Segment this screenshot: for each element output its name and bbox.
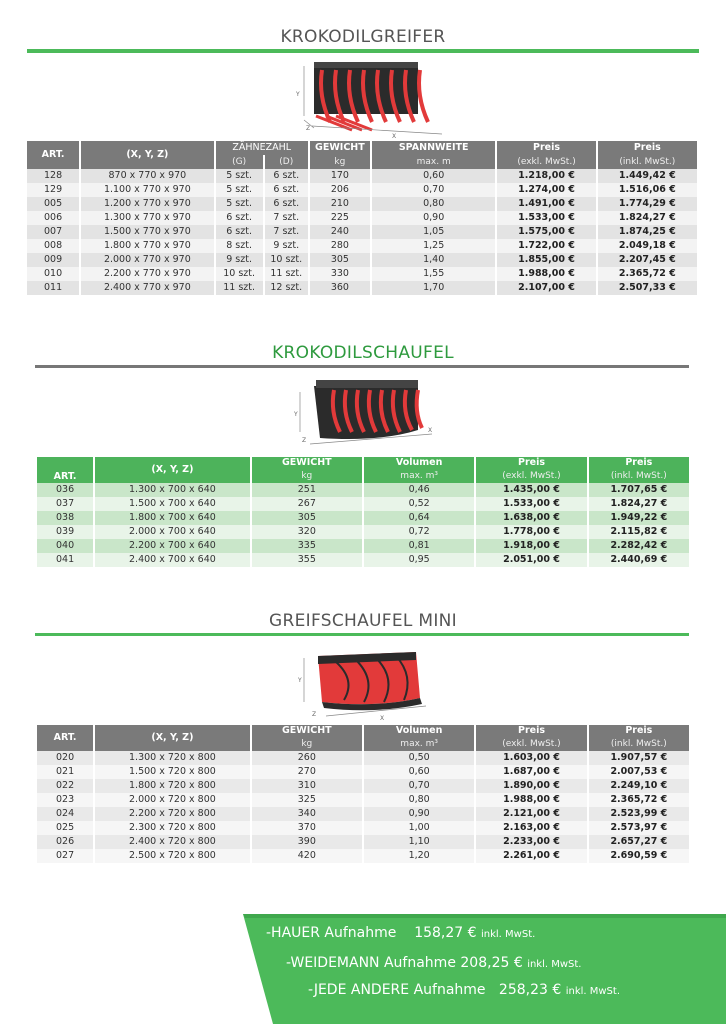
table-cell: 260 — [252, 751, 362, 765]
table-cell: 1,25 — [372, 239, 495, 253]
dim-x-label: X — [428, 427, 433, 434]
table-cell: 0,72 — [364, 525, 474, 539]
table-cell: 2.115,82 € — [589, 525, 689, 539]
table-cell: 12 szt. — [265, 281, 308, 295]
table-cell: 1,70 — [372, 281, 495, 295]
header-xyz: (X, Y, Z) — [95, 725, 249, 751]
table-cell: 1.603,00 € — [476, 751, 586, 765]
table-cell: 0,95 — [364, 553, 474, 567]
krokodilgreifer-table — [25, 141, 699, 295]
table-cell: 020 — [37, 751, 93, 765]
table-cell: 1,55 — [372, 267, 495, 281]
table-cell: 0,50 — [364, 751, 474, 765]
header-xyz: (X, Y, Z) — [95, 457, 249, 483]
table-cell: 2.690,59 € — [589, 849, 689, 863]
header-art: ART. — [27, 141, 79, 169]
header-volumen: Volumen — [364, 457, 474, 469]
table-cell: 7 szt. — [265, 225, 308, 239]
table-row — [27, 169, 697, 183]
header-preis-exkl: Preis — [476, 457, 586, 469]
table-cell: 036 — [37, 483, 93, 497]
table-cell: 1.218,00 € — [497, 169, 595, 183]
table-cell: 2.440,69 € — [589, 553, 689, 567]
table-cell: 1,20 — [364, 849, 474, 863]
table-cell: 267 — [252, 497, 362, 511]
header-zaehnezahl: ZÄHNEZAHL — [216, 141, 308, 155]
table-row — [37, 765, 689, 779]
table-cell: 023 — [37, 793, 93, 807]
table-cell: 1.500 x 720 x 800 — [95, 765, 249, 779]
table-cell: 0,52 — [364, 497, 474, 511]
table-cell: 0,90 — [364, 807, 474, 821]
table-cell: 2.365,72 € — [598, 267, 697, 281]
table-cell: 1.200 x 770 x 970 — [81, 197, 213, 211]
table-cell: 5 szt. — [216, 183, 263, 197]
table-cell: 1.687,00 € — [476, 765, 586, 779]
header-preis-inkl-sub: (inkl. MwSt.) — [589, 737, 689, 751]
table-cell: 1.824,27 € — [589, 497, 689, 511]
table-cell: 026 — [37, 835, 93, 849]
table-cell: 128 — [27, 169, 79, 183]
table-cell: 1.800 x 770 x 970 — [81, 239, 213, 253]
header-maxm: max. m — [372, 155, 495, 169]
table-cell: 1.918,00 € — [476, 539, 586, 553]
table-cell: 11 szt. — [265, 267, 308, 281]
table-cell: 040 — [37, 539, 93, 553]
krokodilschaufel-table — [35, 457, 691, 567]
section-title-krokodilschaufel: KROKODILSCHAUFEL — [272, 343, 454, 363]
table-cell: 1,40 — [372, 253, 495, 267]
dim-x-label: X — [380, 715, 385, 722]
dim-y-label: Y — [298, 677, 302, 684]
table-cell: 037 — [37, 497, 93, 511]
table-cell: 0,60 — [364, 765, 474, 779]
table-cell: 1.575,00 € — [497, 225, 595, 239]
table-cell: 6 szt. — [265, 183, 308, 197]
table-cell: 340 — [252, 807, 362, 821]
table-cell: 027 — [37, 849, 93, 863]
header-gewicht: GEWICHT — [252, 725, 362, 737]
table-cell: 1.988,00 € — [497, 267, 595, 281]
table-cell: 007 — [27, 225, 79, 239]
table-cell: 7 szt. — [265, 211, 308, 225]
table-row — [27, 211, 697, 225]
table-cell: 0,81 — [364, 539, 474, 553]
table-cell: 0,80 — [364, 793, 474, 807]
header-gewicht: GEWICHT — [310, 141, 370, 155]
table-cell: 2.000 x 700 x 640 — [95, 525, 249, 539]
table-cell: 1.778,00 € — [476, 525, 586, 539]
table-cell: 1.435,00 € — [476, 483, 586, 497]
table-row — [27, 267, 697, 281]
table-cell: 1,05 — [372, 225, 495, 239]
header-kg: kg — [252, 737, 362, 751]
header-art: ART. — [37, 457, 93, 483]
table-cell: 2.261,00 € — [476, 849, 586, 863]
dim-z-label: Z — [302, 437, 307, 444]
table-cell: 2.365,72 € — [589, 793, 689, 807]
table-cell: 2.049,18 € — [598, 239, 697, 253]
table-cell: 1.491,00 € — [497, 197, 595, 211]
table-row — [37, 751, 689, 765]
header-g: (G) — [216, 155, 263, 169]
krokodilgreifer-image — [292, 56, 452, 138]
table-cell: 360 — [310, 281, 370, 295]
table-cell: 320 — [252, 525, 362, 539]
table-cell: 9 szt. — [265, 239, 308, 253]
header-preis-inkl-sub: (inkl. MwSt.) — [589, 469, 689, 483]
header-kg: kg — [252, 469, 362, 483]
table-cell: 305 — [252, 511, 362, 525]
header-spannweite: SPANNWEITE — [372, 141, 495, 155]
banner-label: -HAUER Aufnahme — [266, 925, 397, 941]
table-cell: 2.523,99 € — [589, 807, 689, 821]
table-cell: 039 — [37, 525, 93, 539]
banner-price: 258,23 € — [498, 982, 562, 998]
table-cell: 2.000 x 720 x 800 — [95, 793, 249, 807]
table-cell: 006 — [27, 211, 79, 225]
table-cell: 009 — [27, 253, 79, 267]
table-cell: 10 szt. — [265, 253, 308, 267]
table-cell: 2.657,27 € — [589, 835, 689, 849]
table-cell: 1.449,42 € — [598, 169, 697, 183]
table-row — [37, 525, 689, 539]
table-cell: 2.163,00 € — [476, 821, 586, 835]
table-cell: 1.300 x 700 x 640 — [95, 483, 249, 497]
krokodilschaufel-image — [290, 372, 440, 452]
table-cell: 005 — [27, 197, 79, 211]
table-cell: 6 szt. — [216, 211, 263, 225]
table-cell: 0,70 — [372, 183, 495, 197]
header-d: (D) — [265, 155, 308, 169]
header-volumen: Volumen — [364, 725, 474, 737]
table-cell: 1.800 x 700 x 640 — [95, 511, 249, 525]
table-cell: 2.200 x 770 x 970 — [81, 267, 213, 281]
table-cell: 0,64 — [364, 511, 474, 525]
banner-line-hauer — [266, 925, 535, 941]
banner-line-jede-andere — [308, 982, 620, 998]
table-cell: 1.707,65 € — [589, 483, 689, 497]
header-art: ART. — [37, 725, 93, 751]
table-cell: 011 — [27, 281, 79, 295]
table-cell: 1.300 x 720 x 800 — [95, 751, 249, 765]
table-row — [37, 779, 689, 793]
table-cell: 2.249,10 € — [589, 779, 689, 793]
table-cell: 1.800 x 720 x 800 — [95, 779, 249, 793]
table-cell: 0,80 — [372, 197, 495, 211]
header-preis-exkl-sub: (exkl. MwSt.) — [476, 737, 586, 751]
table-cell: 210 — [310, 197, 370, 211]
table-cell: 021 — [37, 765, 93, 779]
header-kg: kg — [310, 155, 370, 169]
header-preis-inkl: Preis — [589, 725, 689, 737]
table-cell: 2.200 x 700 x 640 — [95, 539, 249, 553]
table-cell: 1.300 x 770 x 970 — [81, 211, 213, 225]
dim-y-label: Y — [294, 411, 298, 418]
table-cell: 1.874,25 € — [598, 225, 697, 239]
table-cell: 390 — [252, 835, 362, 849]
table-cell: 2.207,45 € — [598, 253, 697, 267]
table-cell: 2.233,00 € — [476, 835, 586, 849]
header-maxm3: max. m³ — [364, 469, 474, 483]
table-row — [27, 239, 697, 253]
header-gewicht: GEWICHT — [252, 457, 362, 469]
table-cell: 1,00 — [364, 821, 474, 835]
section-title-krokodilgreifer: KROKODILGREIFER — [280, 27, 446, 47]
table-cell: 129 — [27, 183, 79, 197]
table-cell: 008 — [27, 239, 79, 253]
table-row — [27, 253, 697, 267]
header-preis-inkl-sub: (inkl. MwSt.) — [598, 155, 697, 169]
banner-note: inkl. MwSt. — [481, 929, 536, 940]
banner-label: -JEDE ANDERE Aufnahme — [308, 982, 486, 998]
table-cell: 2.121,00 € — [476, 807, 586, 821]
table-cell: 025 — [37, 821, 93, 835]
table-cell: 1.988,00 € — [476, 793, 586, 807]
banner-label: -WEIDEMANN Aufnahme — [286, 955, 456, 971]
table-cell: 6 szt. — [265, 197, 308, 211]
table-cell: 5 szt. — [216, 169, 263, 183]
table-cell: 6 szt. — [265, 169, 308, 183]
table-cell: 2.300 x 720 x 800 — [95, 821, 249, 835]
table-cell: 2.051,00 € — [476, 553, 586, 567]
table-row — [27, 281, 697, 295]
header-preis-exkl-sub: (exkl. MwSt.) — [497, 155, 595, 169]
header-preis-exkl: Preis — [497, 141, 595, 155]
table-cell: 0,60 — [372, 169, 495, 183]
table-cell: 2.507,33 € — [598, 281, 697, 295]
table-cell: 325 — [252, 793, 362, 807]
table-cell: 330 — [310, 267, 370, 281]
table-cell: 2.573,97 € — [589, 821, 689, 835]
table-cell: 1.516,06 € — [598, 183, 697, 197]
dim-x-label: X — [392, 133, 397, 138]
table-cell: 251 — [252, 483, 362, 497]
greifschaufel-mini-image — [296, 640, 436, 722]
table-cell: 370 — [252, 821, 362, 835]
section-divider — [35, 365, 689, 368]
dim-y-label: Y — [296, 91, 300, 98]
table-row — [27, 183, 697, 197]
table-row — [27, 225, 697, 239]
table-cell: 0,90 — [372, 211, 495, 225]
table-cell: 5 szt. — [216, 197, 263, 211]
header-preis-inkl: Preis — [589, 457, 689, 469]
table-cell: 1.824,27 € — [598, 211, 697, 225]
header-preis-inkl: Preis — [598, 141, 697, 155]
header-preis-exkl-sub: (exkl. MwSt.) — [476, 469, 586, 483]
table-cell: 038 — [37, 511, 93, 525]
table-cell: 1.533,00 € — [476, 497, 586, 511]
table-cell: 280 — [310, 239, 370, 253]
table-cell: 2.500 x 720 x 800 — [95, 849, 249, 863]
table-cell: 2.200 x 720 x 800 — [95, 807, 249, 821]
banner-note: inkl. MwSt. — [527, 959, 582, 970]
table-cell: 335 — [252, 539, 362, 553]
table-cell: 2.007,53 € — [589, 765, 689, 779]
table-row — [37, 849, 689, 863]
table-cell: 11 szt. — [216, 281, 263, 295]
table-row — [37, 497, 689, 511]
section-title-greifschaufel-mini: GREIFSCHAUFEL MINI — [269, 611, 457, 631]
table-cell: 1.907,57 € — [589, 751, 689, 765]
table-cell: 355 — [252, 553, 362, 567]
table-row — [37, 807, 689, 821]
table-cell: 022 — [37, 779, 93, 793]
table-row — [37, 821, 689, 835]
dim-z-label: Z — [306, 125, 311, 132]
table-cell: 0,70 — [364, 779, 474, 793]
table-cell: 2.000 x 770 x 970 — [81, 253, 213, 267]
table-row — [37, 511, 689, 525]
table-cell: 6 szt. — [216, 225, 263, 239]
table-cell: 1.638,00 € — [476, 511, 586, 525]
table-cell: 1.100 x 770 x 970 — [81, 183, 213, 197]
table-cell: 170 — [310, 169, 370, 183]
table-row — [27, 197, 697, 211]
dim-z-label: Z — [312, 711, 317, 718]
table-row — [37, 553, 689, 567]
section-divider — [35, 633, 689, 636]
table-cell: 010 — [27, 267, 79, 281]
table-cell: 310 — [252, 779, 362, 793]
table-cell: 270 — [252, 765, 362, 779]
table-cell: 206 — [310, 183, 370, 197]
table-cell: 2.400 x 770 x 970 — [81, 281, 213, 295]
section-divider — [27, 49, 699, 53]
header-maxm3: max. m³ — [364, 737, 474, 751]
greifschaufel-mini-table — [35, 725, 691, 863]
table-cell: 1,10 — [364, 835, 474, 849]
banner-line-weidemann — [286, 955, 581, 971]
table-cell: 1.890,00 € — [476, 779, 586, 793]
table-cell: 1.500 x 700 x 640 — [95, 497, 249, 511]
table-cell: 8 szt. — [216, 239, 263, 253]
table-cell: 305 — [310, 253, 370, 267]
table-row — [37, 793, 689, 807]
table-cell: 1.500 x 770 x 970 — [81, 225, 213, 239]
table-cell: 041 — [37, 553, 93, 567]
table-cell: 024 — [37, 807, 93, 821]
table-row — [37, 539, 689, 553]
table-cell: 870 x 770 x 970 — [81, 169, 213, 183]
table-cell: 10 szt. — [216, 267, 263, 281]
banner-price: 208,25 € — [460, 955, 523, 971]
table-cell: 1.855,00 € — [497, 253, 595, 267]
table-cell: 240 — [310, 225, 370, 239]
table-cell: 1.774,29 € — [598, 197, 697, 211]
table-cell: 1.722,00 € — [497, 239, 595, 253]
table-cell: 2.400 x 700 x 640 — [95, 553, 249, 567]
table-cell: 1.533,00 € — [497, 211, 595, 225]
table-cell: 2.400 x 720 x 800 — [95, 835, 249, 849]
table-cell: 9 szt. — [216, 253, 263, 267]
table-cell: 225 — [310, 211, 370, 225]
table-cell: 1.949,22 € — [589, 511, 689, 525]
table-cell: 0,46 — [364, 483, 474, 497]
table-cell: 1.274,00 € — [497, 183, 595, 197]
banner-price: 158,27 € — [414, 925, 477, 941]
header-preis-exkl: Preis — [476, 725, 586, 737]
table-row — [37, 483, 689, 497]
table-row — [37, 835, 689, 849]
table-cell: 2.282,42 € — [589, 539, 689, 553]
header-xyz: (X, Y, Z) — [81, 141, 213, 169]
banner-note: inkl. MwSt. — [565, 986, 620, 997]
table-cell: 420 — [252, 849, 362, 863]
table-cell: 2.107,00 € — [497, 281, 595, 295]
